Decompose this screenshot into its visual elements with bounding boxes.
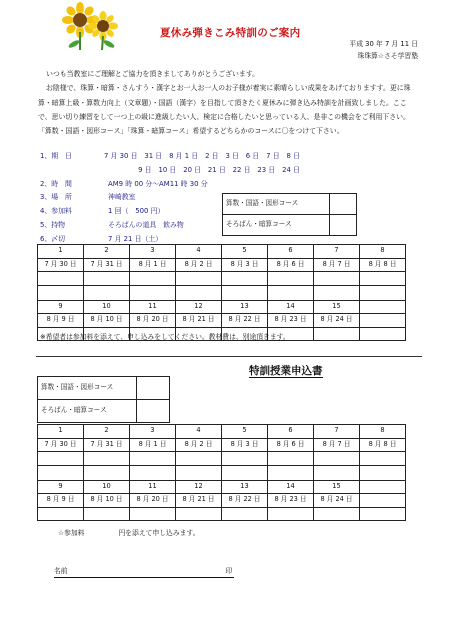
check-cell[interactable] bbox=[268, 272, 314, 286]
date-cell: 8 月 22 日 bbox=[222, 314, 268, 328]
day-number: 7 bbox=[314, 425, 360, 439]
date-cell: 8 月 20 日 bbox=[130, 494, 176, 508]
day-number: 2 bbox=[84, 245, 130, 259]
place-value: 神崎教室 bbox=[108, 193, 136, 202]
date-cell: 7 月 31 日 bbox=[84, 438, 130, 452]
check-cell[interactable] bbox=[84, 452, 130, 466]
table-row bbox=[38, 480, 406, 494]
date-cell: 8 月 21 日 bbox=[176, 494, 222, 508]
course-check-box[interactable] bbox=[137, 400, 170, 423]
table-row bbox=[38, 300, 406, 314]
period-value-cont: 9 日 10 日 20 日 21 日 22 日 23 日 24 日 bbox=[138, 165, 300, 174]
course-select-table bbox=[222, 193, 357, 236]
date-cell: 8 月 6 日 bbox=[268, 258, 314, 272]
time-label: 2、時 間 bbox=[40, 179, 72, 188]
check-cell[interactable] bbox=[314, 272, 360, 286]
date-cell: 8 月 10 日 bbox=[84, 494, 130, 508]
check-cell[interactable] bbox=[268, 507, 314, 521]
deadline-label: 6、〆切 bbox=[40, 234, 66, 243]
check-cell[interactable] bbox=[38, 452, 84, 466]
day-number: 13 bbox=[222, 480, 268, 494]
name-field[interactable] bbox=[54, 567, 234, 578]
date-cell: 8 月 7 日 bbox=[314, 258, 360, 272]
check-cell[interactable] bbox=[84, 272, 130, 286]
day-number: 6 bbox=[268, 245, 314, 259]
check-cell[interactable] bbox=[130, 272, 176, 286]
check-cell[interactable] bbox=[130, 452, 176, 466]
date-cell: 8 月 24 日 bbox=[314, 314, 360, 328]
day-number: 14 bbox=[268, 480, 314, 494]
day-number: 13 bbox=[222, 300, 268, 314]
schedule-table bbox=[37, 244, 406, 341]
day-number: 11 bbox=[130, 300, 176, 314]
day-number: 10 bbox=[84, 300, 130, 314]
day-number bbox=[360, 480, 406, 494]
date-cell: 8 月 2 日 bbox=[176, 438, 222, 452]
date-cell: 7 月 30 日 bbox=[38, 438, 84, 452]
date-cell bbox=[360, 314, 406, 328]
check-cell[interactable] bbox=[360, 272, 406, 286]
date-cell: 8 月 20 日 bbox=[130, 314, 176, 328]
date-cell: 8 月 23 日 bbox=[268, 494, 314, 508]
day-number: 1 bbox=[38, 245, 84, 259]
day-number: 15 bbox=[314, 300, 360, 314]
table-row bbox=[38, 425, 406, 439]
date-cell: 8 月 22 日 bbox=[222, 494, 268, 508]
check-cell[interactable] bbox=[38, 272, 84, 286]
day-number: 12 bbox=[176, 480, 222, 494]
period-label: 1、期 日 bbox=[40, 152, 72, 160]
note-text: ※希望者は参加料を添えて、申し込みをしてください。教材費は、別途頂きます。 bbox=[40, 333, 290, 341]
check-cell[interactable] bbox=[314, 507, 360, 521]
check-cell[interactable] bbox=[84, 507, 130, 521]
course-option-math[interactable]: 算数・国語・図形コース bbox=[38, 377, 137, 400]
check-cell[interactable] bbox=[314, 327, 360, 341]
period-value: 7 月 30 日 31 日 8 月 1 日 2 日 3 日 6 日 7 日 8 日 bbox=[103, 152, 300, 160]
cut-line bbox=[36, 356, 422, 357]
table-row bbox=[38, 285, 406, 300]
school-name: 珠珠算☆さそ学習塾 bbox=[357, 52, 418, 60]
date-cell: 8 月 1 日 bbox=[130, 438, 176, 452]
day-number: 3 bbox=[130, 245, 176, 259]
day-number: 7 bbox=[314, 245, 360, 259]
table-row bbox=[38, 314, 406, 328]
intro-paragraph: お陰様で、珠算・暗算・さんすう・漢字とお一人お一人のお子様が着実に素晴らしい成果をあげておりますす。更に珠算・暗算上級・算数力向上（文章題）・国語（漢字）を目指して頂きたく夏休みに弾き込み特訓を計画致しました。ここで、思い切り練習をして一つ上の級に進級したい人、検定に合格したいと思っている人、是非この機会をご利用下さい。「算数・国語・図形コース」「珠算・暗算コース」希望するどちらかのコースに〇をつけて下さい。 bbox=[38, 84, 411, 136]
date-cell: 8 月 3 日 bbox=[222, 258, 268, 272]
date-cell: 7 月 31 日 bbox=[84, 258, 130, 272]
intro-text bbox=[38, 67, 420, 138]
check-cell[interactable] bbox=[38, 507, 84, 521]
items-value: そろばんの道具 飲み物 bbox=[108, 220, 184, 229]
table-row bbox=[38, 258, 406, 272]
date-cell: 8 月 9 日 bbox=[38, 494, 84, 508]
page-title: 夏休み弾きこみ特訓のご案内 bbox=[160, 27, 301, 39]
date-cell bbox=[360, 494, 406, 508]
date-cell: 8 月 8 日 bbox=[360, 258, 406, 272]
check-cell[interactable] bbox=[222, 507, 268, 521]
day-number bbox=[360, 300, 406, 314]
sunflower-illustration bbox=[58, 2, 120, 52]
table-row bbox=[38, 465, 406, 480]
fee-label: 4、参加料 bbox=[40, 207, 72, 216]
issue-date: 平成 30 年 7 月 11 日 bbox=[349, 40, 418, 48]
day-number: 4 bbox=[176, 245, 222, 259]
table-row bbox=[38, 507, 406, 521]
course-option-math[interactable]: 算数・国語・図形コース bbox=[223, 194, 330, 215]
date-cell: 8 月 8 日 bbox=[360, 438, 406, 452]
date-cell: 8 月 10 日 bbox=[84, 314, 130, 328]
date-cell: 8 月 24 日 bbox=[314, 494, 360, 508]
day-number: 8 bbox=[360, 425, 406, 439]
date-cell: 8 月 3 日 bbox=[222, 438, 268, 452]
check-cell[interactable] bbox=[130, 507, 176, 521]
check-cell[interactable] bbox=[176, 452, 222, 466]
date-cell: 8 月 7 日 bbox=[314, 438, 360, 452]
date-cell: 7 月 30 日 bbox=[38, 258, 84, 272]
name-label: 名前 bbox=[54, 567, 68, 575]
table-row bbox=[38, 272, 406, 286]
application-schedule-table bbox=[37, 424, 406, 521]
day-number: 12 bbox=[176, 300, 222, 314]
time-value: AM9 時 00 分～AM11 時 30 分 bbox=[108, 179, 208, 188]
application-course-table bbox=[37, 376, 170, 423]
fee-line: ☆参加料 円を添えて申し込みます。 bbox=[58, 529, 200, 537]
date-cell: 8 月 21 日 bbox=[176, 314, 222, 328]
check-cell[interactable] bbox=[268, 452, 314, 466]
day-number: 9 bbox=[38, 300, 84, 314]
table-row bbox=[38, 494, 406, 508]
day-number: 15 bbox=[314, 480, 360, 494]
day-number: 6 bbox=[268, 425, 314, 439]
check-cell[interactable] bbox=[176, 507, 222, 521]
day-number: 1 bbox=[38, 425, 84, 439]
day-number: 9 bbox=[38, 480, 84, 494]
check-cell[interactable] bbox=[222, 272, 268, 286]
day-number: 11 bbox=[130, 480, 176, 494]
day-number: 5 bbox=[222, 425, 268, 439]
date-cell: 8 月 9 日 bbox=[38, 314, 84, 328]
intro-paragraph: いつも当教室にご理解とご協力を頂きましてありがとうございます。 bbox=[46, 70, 260, 78]
check-cell[interactable] bbox=[222, 452, 268, 466]
date-cell: 8 月 1 日 bbox=[130, 258, 176, 272]
fee-value: 1 回（ 500 円） bbox=[108, 207, 165, 216]
items-label: 5、持物 bbox=[40, 220, 66, 229]
day-number: 8 bbox=[360, 245, 406, 259]
day-number: 2 bbox=[84, 425, 130, 439]
day-number: 4 bbox=[176, 425, 222, 439]
date-cell: 8 月 23 日 bbox=[268, 314, 314, 328]
day-number: 5 bbox=[222, 245, 268, 259]
check-cell[interactable] bbox=[360, 327, 406, 341]
application-title: 特訓授業申込書 bbox=[249, 365, 323, 377]
day-number: 14 bbox=[268, 300, 314, 314]
check-cell[interactable] bbox=[314, 452, 360, 466]
course-check-box[interactable] bbox=[137, 377, 170, 400]
check-cell[interactable] bbox=[176, 272, 222, 286]
check-cell[interactable] bbox=[360, 507, 406, 521]
table-row bbox=[38, 438, 406, 452]
course-check-box[interactable] bbox=[330, 194, 357, 215]
day-number: 10 bbox=[84, 480, 130, 494]
table-row bbox=[38, 452, 406, 466]
deadline-value: 7 月 21 日（土） bbox=[108, 234, 163, 243]
place-label: 3、場 所 bbox=[40, 193, 72, 202]
date-cell: 8 月 2 日 bbox=[176, 258, 222, 272]
course-option-soroban[interactable]: そろばん・暗算コース bbox=[38, 400, 137, 423]
course-option-soroban[interactable]: そろばん・暗算コース bbox=[223, 215, 330, 236]
course-check-box[interactable] bbox=[330, 215, 357, 236]
check-cell[interactable] bbox=[360, 452, 406, 466]
day-number: 3 bbox=[130, 425, 176, 439]
table-row bbox=[38, 245, 406, 259]
seal-label: 印 bbox=[225, 567, 232, 575]
date-cell: 8 月 6 日 bbox=[268, 438, 314, 452]
